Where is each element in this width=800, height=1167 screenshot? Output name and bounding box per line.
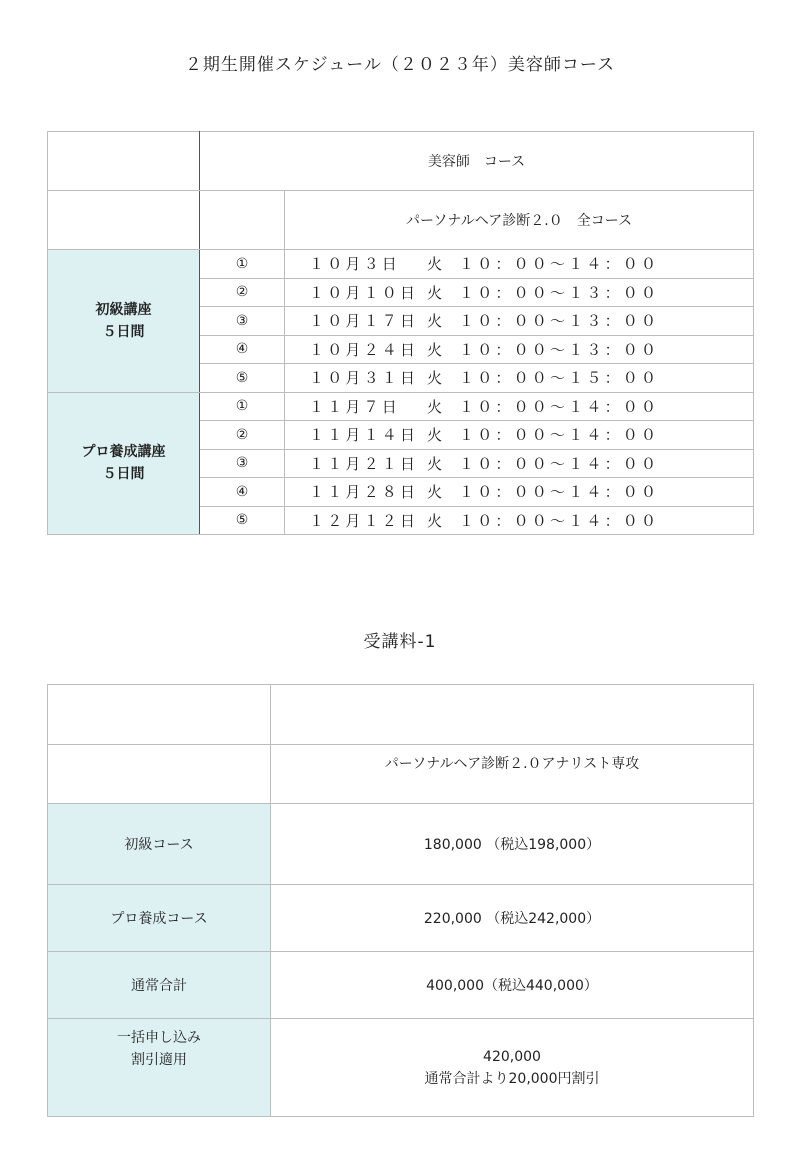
fee-table	[47, 684, 754, 1117]
fee-label: プロ養成コース	[48, 885, 271, 952]
session-number: ③	[200, 449, 285, 478]
session-weekday: 火	[427, 426, 446, 445]
session-datetime	[285, 307, 754, 336]
session-weekday: 火	[427, 312, 446, 331]
fee-top-blank-right	[271, 685, 754, 745]
schedule-row	[48, 392, 754, 421]
bulk-value	[271, 1019, 754, 1117]
session-datetime	[285, 335, 754, 364]
group-label-line1: 初級講座	[95, 301, 152, 318]
session-number: ③	[200, 307, 285, 336]
session-time: １０：００〜１３：００	[459, 340, 660, 359]
session-datetime	[285, 278, 754, 307]
session-date: １１月１４日	[309, 426, 419, 445]
session-date: １１月７日	[309, 397, 401, 416]
fee-header: パーソナルヘア診断２.０アナリスト専攻	[271, 745, 754, 804]
session-time: １０：００〜１４：００	[459, 454, 660, 473]
fee-row	[48, 885, 754, 952]
header-blank-cell	[48, 132, 200, 191]
fee-label: 通常合計	[48, 952, 271, 1019]
course-group-label	[48, 392, 200, 535]
group-label-line2: ５日間	[102, 466, 145, 483]
session-date: １２月１２日	[309, 511, 419, 530]
session-time: １０：００〜１５：００	[459, 369, 660, 388]
session-date: １０月１７日	[309, 312, 419, 331]
session-datetime	[285, 421, 754, 450]
session-date: １０月１０日	[309, 283, 419, 302]
course-header: 美容師 コース	[200, 132, 754, 191]
session-number: ⑤	[200, 364, 285, 393]
session-number: ④	[200, 335, 285, 364]
session-weekday: 火	[427, 283, 446, 302]
fee-value: 180,000 （税込198,000）	[271, 804, 754, 885]
group-label-line1: プロ養成講座	[81, 444, 166, 461]
session-datetime	[285, 478, 754, 507]
bulk-value-line: 通常合計より20,000円割引	[424, 1070, 600, 1087]
subheader-blank-cell	[48, 191, 200, 250]
session-date: １０月３日	[309, 255, 401, 274]
session-weekday: 火	[427, 340, 446, 359]
fee-value: 220,000 （税込242,000）	[271, 885, 754, 952]
schedule-table	[47, 131, 754, 535]
schedule-row	[48, 250, 754, 279]
session-date: １１月２８日	[309, 483, 419, 502]
schedule-header-row	[48, 132, 754, 191]
fee-header-blank	[48, 745, 271, 804]
session-date: １０月２４日	[309, 340, 419, 359]
fee-row	[48, 952, 754, 1019]
session-weekday: 火	[427, 483, 446, 502]
session-time: １０：００〜１４：００	[459, 483, 660, 502]
session-time: １０：００〜１４：００	[459, 255, 660, 274]
session-number: ①	[200, 250, 285, 279]
session-weekday: 火	[427, 454, 446, 473]
fee-top-blank-left	[48, 685, 271, 745]
session-weekday: 火	[427, 511, 446, 530]
bulk-label-line: 一括申し込み	[117, 1030, 201, 1046]
session-datetime	[285, 506, 754, 535]
fee-header-row	[48, 745, 754, 804]
session-time: １０：００〜１３：００	[459, 312, 660, 331]
fee-label: 初級コース	[48, 804, 271, 885]
session-date: １１月２１日	[309, 454, 419, 473]
session-datetime	[285, 449, 754, 478]
bulk-value-line: 420,000	[483, 1048, 541, 1065]
session-time: １０：００〜１４：００	[459, 511, 660, 530]
session-weekday: 火	[427, 369, 446, 388]
session-weekday: 火	[427, 397, 446, 416]
session-number: ④	[200, 478, 285, 507]
fee-top-row	[48, 685, 754, 745]
fee-row	[48, 804, 754, 885]
session-weekday: 火	[427, 255, 446, 274]
session-number: ①	[200, 392, 285, 421]
fee-value: 400,000（税込440,000）	[271, 952, 754, 1019]
course-group-label	[48, 250, 200, 393]
fee-title: 受講料-1	[363, 632, 437, 652]
session-date: １０月３１日	[309, 369, 419, 388]
bulk-label-line: 割引適用	[131, 1052, 187, 1068]
session-time: １０：００〜１３：００	[459, 283, 660, 302]
session-datetime	[285, 364, 754, 393]
group-label-line2: ５日間	[102, 323, 145, 340]
subheader-blank-num	[200, 191, 285, 250]
session-datetime	[285, 250, 754, 279]
fee-bulk-row	[48, 1019, 754, 1117]
sub-header: パーソナルヘア診断２.０ 全コース	[285, 191, 754, 250]
session-datetime	[285, 392, 754, 421]
schedule-title: ２期生開催スケジュール（２０２３年）美容師コース	[184, 55, 616, 75]
session-number: ⑤	[200, 506, 285, 535]
session-number: ②	[200, 421, 285, 450]
session-time: １０：００〜１４：００	[459, 397, 660, 416]
bulk-label	[48, 1019, 271, 1117]
schedule-subheader-row	[48, 191, 754, 250]
session-number: ②	[200, 278, 285, 307]
session-time: １０：００〜１４：００	[459, 426, 660, 445]
